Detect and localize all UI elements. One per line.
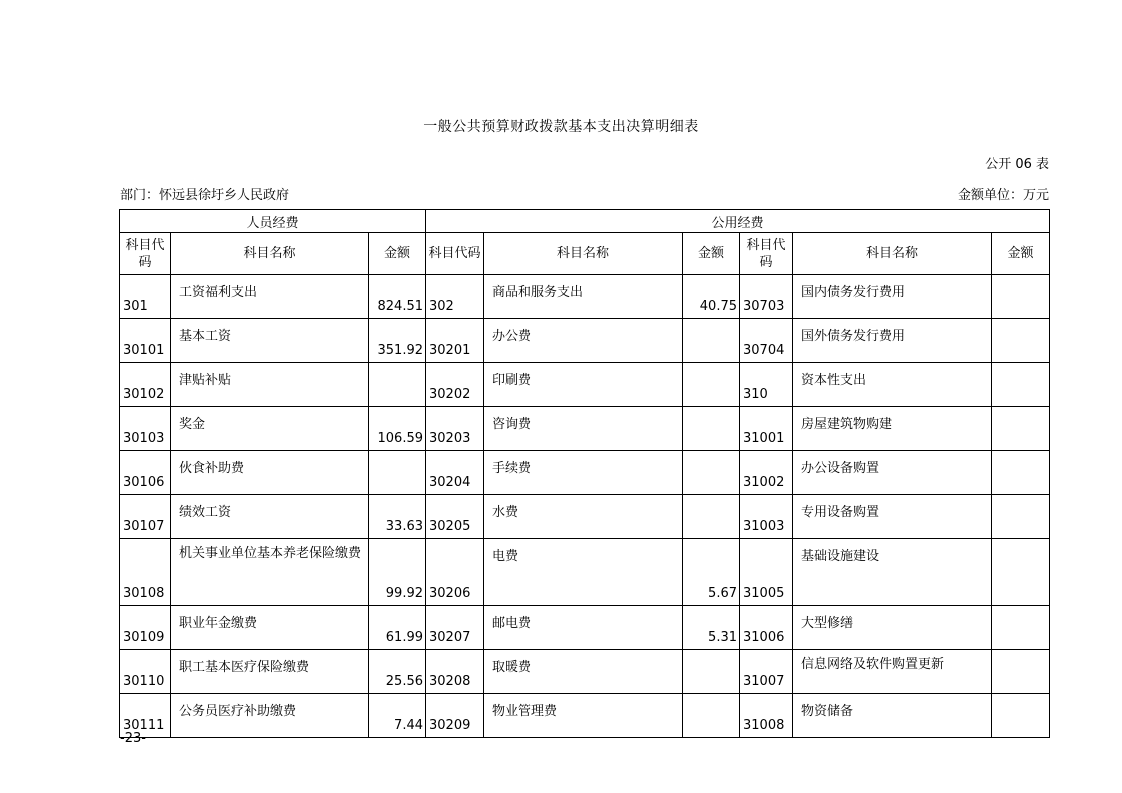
capital-code-cell: 310 (740, 363, 793, 407)
personnel-name-cell: 奖金 (171, 407, 369, 451)
capital-amount-cell (992, 495, 1050, 539)
capital-name-cell: 办公设备购置 (793, 451, 992, 495)
capital-name-cell: 资本性支出 (793, 363, 992, 407)
public-amount-cell (683, 451, 740, 495)
code-header-line1: 科目代 (746, 237, 786, 253)
personnel-name-cell: 伙食补助费 (171, 451, 369, 495)
public-code-cell: 30209 (426, 694, 484, 738)
personnel-code-cell: 301 (120, 275, 171, 319)
capital-amount-cell (992, 650, 1050, 694)
capital-amount-cell (992, 319, 1050, 363)
personnel-name-cell: 津贴补贴 (171, 363, 369, 407)
code-column-header: 科目代码 (426, 233, 484, 275)
amount-column-header: 金额 (992, 233, 1050, 275)
table-row (120, 407, 1050, 451)
capital-code-cell: 31003 (740, 495, 793, 539)
table-row (120, 694, 1050, 738)
capital-name-cell: 基础设施建设 (793, 539, 992, 606)
public-code-cell: 30207 (426, 606, 484, 650)
personnel-code-cell: 30111 (120, 694, 171, 738)
capital-code-cell: 31006 (740, 606, 793, 650)
public-name-cell: 办公费 (484, 319, 683, 363)
capital-code-cell: 31007 (740, 650, 793, 694)
capital-code-cell: 31008 (740, 694, 793, 738)
personnel-amount-cell: 7.44 (369, 694, 426, 738)
form-number: 公开 06 表 (985, 157, 1049, 172)
public-amount-cell: 40.75 (683, 275, 740, 319)
personnel-code-cell: 30108 (120, 539, 171, 606)
public-amount-cell (683, 495, 740, 539)
table-row (120, 606, 1050, 650)
public-name-cell: 咨询费 (484, 407, 683, 451)
personnel-name-cell: 职业年金缴费 (171, 606, 369, 650)
capital-name-cell: 物资储备 (793, 694, 992, 738)
personnel-expense-header: 人员经费 (120, 210, 426, 233)
table-row (120, 363, 1050, 407)
capital-amount-cell (992, 275, 1050, 319)
capital-amount-cell (992, 363, 1050, 407)
public-code-cell: 30201 (426, 319, 484, 363)
public-code-cell: 30205 (426, 495, 484, 539)
code-header-line1: 科目代 (125, 237, 165, 253)
public-code-cell: 30208 (426, 650, 484, 694)
capital-name-cell: 专用设备购置 (793, 495, 992, 539)
personnel-amount-cell: 106.59 (369, 407, 426, 451)
personnel-name-cell: 基本工资 (171, 319, 369, 363)
public-code-cell: 30206 (426, 539, 484, 606)
table-row (120, 495, 1050, 539)
personnel-code-cell: 30101 (120, 319, 171, 363)
capital-code-cell: 31005 (740, 539, 793, 606)
personnel-code-cell: 30109 (120, 606, 171, 650)
personnel-code-cell: 30102 (120, 363, 171, 407)
public-code-cell: 30204 (426, 451, 484, 495)
capital-name-cell: 国内债务发行费用 (793, 275, 992, 319)
personnel-amount-cell: 25.56 (369, 650, 426, 694)
personnel-name-cell: 公务员医疗补助缴费 (171, 694, 369, 738)
capital-name-cell: 房屋建筑物购建 (793, 407, 992, 451)
capital-name-cell: 大型修缮 (793, 606, 992, 650)
public-amount-cell (683, 407, 740, 451)
capital-amount-cell (992, 694, 1050, 738)
table-row (120, 451, 1050, 495)
public-expense-header: 公用经费 (426, 210, 1050, 233)
personnel-code-cell: 30106 (120, 451, 171, 495)
public-name-cell: 商品和服务支出 (484, 275, 683, 319)
capital-amount-cell (992, 606, 1050, 650)
public-code-cell: 302 (426, 275, 484, 319)
public-name-cell: 手续费 (484, 451, 683, 495)
public-name-cell: 邮电费 (484, 606, 683, 650)
name-column-header: 科目名称 (171, 233, 369, 275)
public-name-cell: 电费 (484, 539, 683, 606)
personnel-amount-cell: 61.99 (369, 606, 426, 650)
amount-unit-label: 金额单位：万元 (957, 188, 1049, 203)
capital-code-cell: 30704 (740, 319, 793, 363)
personnel-code-cell: 30110 (120, 650, 171, 694)
public-name-cell: 取暖费 (484, 650, 683, 694)
capital-amount-cell (992, 451, 1050, 495)
public-amount-cell (683, 319, 740, 363)
table-row (120, 650, 1050, 694)
personnel-name-cell: 绩效工资 (171, 495, 369, 539)
capital-amount-cell (992, 539, 1050, 606)
public-name-cell: 物业管理费 (484, 694, 683, 738)
public-amount-cell (683, 363, 740, 407)
personnel-amount-cell: 351.92 (369, 319, 426, 363)
capital-code-cell: 31002 (740, 451, 793, 495)
table-title: 一般公共预算财政拨款基本支出决算明细表 (423, 119, 699, 135)
capital-code-cell: 31001 (740, 407, 793, 451)
personnel-amount-cell: 33.63 (369, 495, 426, 539)
public-amount-cell: 5.67 (683, 539, 740, 606)
code-column-header (740, 233, 793, 275)
personnel-code-cell: 30103 (120, 407, 171, 451)
public-amount-cell (683, 650, 740, 694)
public-name-cell: 印刷费 (484, 363, 683, 407)
code-header-line2: 码 (138, 254, 152, 270)
personnel-amount-cell: 99.92 (369, 539, 426, 606)
department-label: 部门：怀远县徐圩乡人民政府 (120, 188, 290, 203)
code-column-header (120, 233, 171, 275)
personnel-name-cell: 工资福利支出 (171, 275, 369, 319)
name-column-header: 科目名称 (793, 233, 992, 275)
personnel-amount-cell (369, 451, 426, 495)
public-code-cell: 30202 (426, 363, 484, 407)
code-header-line2: 码 (759, 254, 773, 270)
capital-code-cell: 30703 (740, 275, 793, 319)
table-row (120, 539, 1050, 606)
capital-name-cell: 国外债务发行费用 (793, 319, 992, 363)
personnel-amount-cell (369, 363, 426, 407)
name-column-header: 科目名称 (484, 233, 683, 275)
personnel-amount-cell: 824.51 (369, 275, 426, 319)
capital-amount-cell (992, 407, 1050, 451)
page-number: -23- (120, 731, 146, 746)
capital-name-cell: 信息网络及软件购置更新 (793, 650, 992, 694)
amount-column-header: 金额 (683, 233, 740, 275)
personnel-name-cell: 机关事业单位基本养老保险缴费 (171, 539, 369, 606)
personnel-name-cell: 职工基本医疗保险缴费 (171, 650, 369, 694)
public-name-cell: 水费 (484, 495, 683, 539)
public-amount-cell (683, 694, 740, 738)
expenditure-table (119, 209, 1050, 738)
personnel-code-cell: 30107 (120, 495, 171, 539)
public-code-cell: 30203 (426, 407, 484, 451)
table-row (120, 319, 1050, 363)
table-row (120, 275, 1050, 319)
amount-column-header: 金额 (369, 233, 426, 275)
public-amount-cell: 5.31 (683, 606, 740, 650)
